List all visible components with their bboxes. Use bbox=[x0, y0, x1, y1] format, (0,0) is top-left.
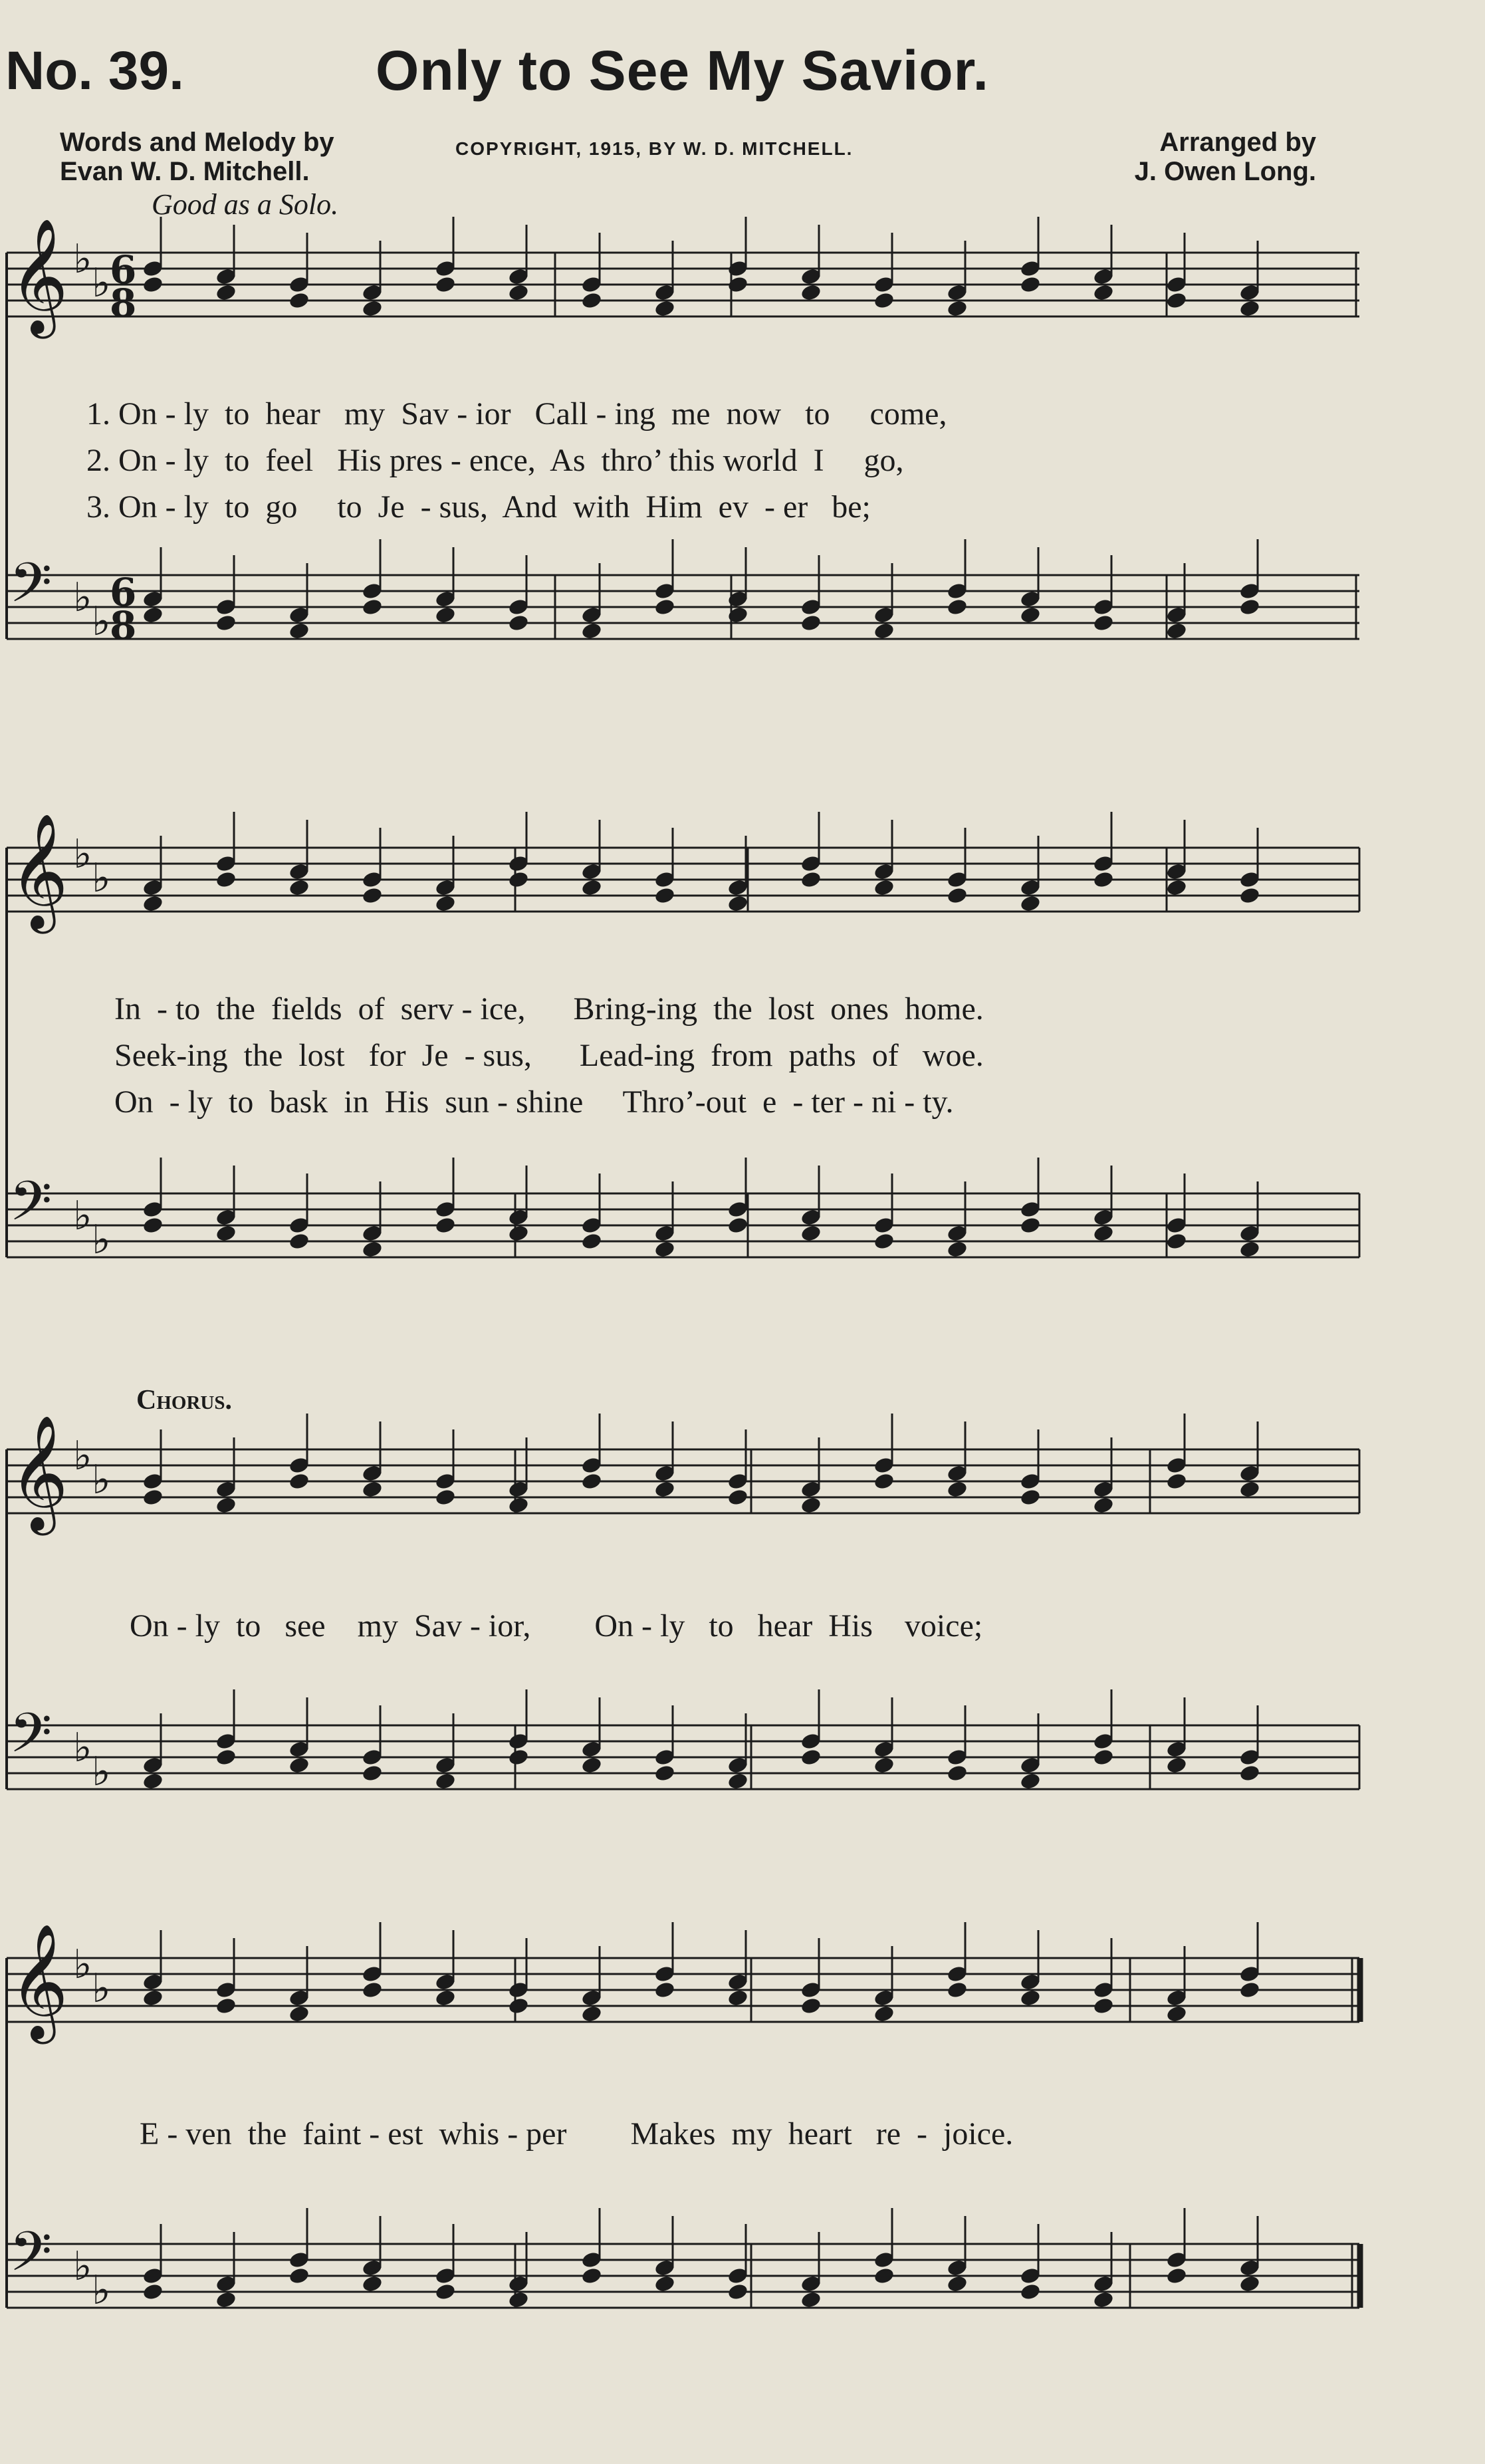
notehead bbox=[1238, 886, 1260, 905]
notehead bbox=[434, 606, 456, 624]
notehead bbox=[1165, 2267, 1187, 2285]
notehead bbox=[434, 1488, 456, 1507]
bass-clef-icon: 𝄢 bbox=[9, 1169, 53, 1247]
notehead bbox=[288, 622, 310, 640]
notehead bbox=[507, 1496, 529, 1515]
time-signature-numerator: 6 bbox=[110, 570, 137, 615]
notehead bbox=[946, 299, 968, 318]
treble-clef-icon: 𝄞 bbox=[9, 218, 68, 334]
notehead bbox=[288, 1232, 310, 1251]
notehead bbox=[727, 894, 748, 913]
notehead bbox=[800, 870, 822, 889]
notehead bbox=[946, 2275, 968, 2293]
lyric-verse-1-line-2: In - to the fields of serv - ice, Bring-ing the lost ones home. bbox=[114, 991, 984, 1027]
notehead bbox=[1019, 894, 1041, 913]
notehead bbox=[873, 2005, 895, 2023]
notehead bbox=[800, 614, 822, 632]
flat-icon: ♭ bbox=[92, 2267, 111, 2314]
notehead bbox=[873, 878, 895, 897]
notehead bbox=[1238, 1240, 1260, 1259]
notehead bbox=[215, 1496, 237, 1515]
notehead bbox=[873, 1232, 895, 1251]
notehead bbox=[142, 1989, 164, 2007]
flat-icon: ♭ bbox=[92, 1457, 111, 1503]
lyric-chorus-line-1: On - ly to see my Sav - ior, On - ly to hear His voice; bbox=[130, 1608, 983, 1644]
flat-icon: ♭ bbox=[73, 236, 92, 283]
notehead bbox=[727, 1488, 748, 1507]
notehead bbox=[142, 1772, 164, 1790]
lyric-verse-3-line-1: 3. On - ly to go to Je - sus, And with Him ev - er be; bbox=[86, 489, 871, 525]
notehead bbox=[215, 614, 237, 632]
flat-icon: ♭ bbox=[92, 260, 111, 307]
notehead bbox=[1238, 299, 1260, 318]
notehead bbox=[215, 1997, 237, 2015]
flat-icon: ♭ bbox=[73, 574, 92, 621]
notehead bbox=[653, 1480, 675, 1499]
notehead bbox=[215, 1748, 237, 1767]
flat-icon: ♭ bbox=[73, 831, 92, 878]
notehead bbox=[653, 299, 675, 318]
bass-clef-icon: 𝄢 bbox=[9, 1701, 53, 1779]
notehead bbox=[361, 886, 383, 905]
flat-icon: ♭ bbox=[73, 2243, 92, 2290]
bass-clef-icon: 𝄢 bbox=[9, 551, 53, 628]
notehead bbox=[1238, 1981, 1260, 1999]
notehead bbox=[580, 291, 602, 310]
notehead bbox=[1092, 2290, 1114, 2309]
notehead bbox=[1019, 1216, 1041, 1235]
notehead bbox=[800, 1997, 822, 2015]
notehead bbox=[215, 870, 237, 889]
notehead bbox=[507, 1748, 529, 1767]
notehead bbox=[361, 1240, 383, 1259]
time-signature-numerator: 6 bbox=[110, 247, 137, 293]
notehead bbox=[142, 606, 164, 624]
notehead bbox=[215, 1224, 237, 1243]
hymn-title: Only to See My Savior. bbox=[376, 39, 989, 102]
notehead bbox=[1092, 1224, 1114, 1243]
notehead bbox=[361, 2275, 383, 2293]
notehead bbox=[361, 1764, 383, 1783]
notehead bbox=[288, 291, 310, 310]
notehead bbox=[434, 1772, 456, 1790]
notehead bbox=[288, 1472, 310, 1491]
notehead bbox=[580, 1472, 602, 1491]
notehead bbox=[1019, 606, 1041, 624]
notehead bbox=[434, 2282, 456, 2301]
words-label: Words and Melody by bbox=[60, 128, 334, 157]
flat-icon: ♭ bbox=[92, 1965, 111, 2012]
flat-icon: ♭ bbox=[92, 1217, 111, 1263]
notehead bbox=[507, 1997, 529, 2015]
notehead bbox=[215, 2290, 237, 2309]
notehead bbox=[727, 2282, 748, 2301]
chorus-label: Chorus. bbox=[136, 1385, 232, 1416]
notehead bbox=[1238, 598, 1260, 616]
time-signature-denominator: 8 bbox=[110, 281, 137, 326]
notehead bbox=[727, 1216, 748, 1235]
flat-icon: ♭ bbox=[92, 855, 111, 902]
notehead bbox=[1165, 2005, 1187, 2023]
notehead bbox=[653, 1981, 675, 1999]
notehead bbox=[800, 1224, 822, 1243]
notehead bbox=[727, 1772, 748, 1790]
notehead bbox=[580, 622, 602, 640]
notehead bbox=[1092, 1997, 1114, 2015]
notehead bbox=[580, 2005, 602, 2023]
notehead bbox=[142, 2282, 164, 2301]
flat-icon: ♭ bbox=[73, 1725, 92, 1771]
notehead bbox=[1092, 614, 1114, 632]
lyric-verse-2-line-1: 2. On - ly to feel His pres - ence, As thro’ this world I go, bbox=[86, 443, 904, 478]
notehead bbox=[1165, 1232, 1187, 1251]
notehead bbox=[1165, 1756, 1187, 1775]
author-name: Evan W. D. Mitchell. bbox=[60, 157, 310, 186]
notehead bbox=[1019, 1772, 1041, 1790]
notehead bbox=[1019, 1488, 1041, 1507]
notehead bbox=[288, 2005, 310, 2023]
notehead bbox=[800, 1748, 822, 1767]
notehead bbox=[288, 1756, 310, 1775]
lyric-verse-2-line-2: Seek-ing the lost for Je - sus, Lead-ing from paths of woe. bbox=[114, 1038, 984, 1073]
notehead bbox=[873, 1756, 895, 1775]
notehead bbox=[434, 894, 456, 913]
notehead bbox=[142, 275, 164, 294]
notehead bbox=[1092, 1496, 1114, 1515]
notehead bbox=[580, 2267, 602, 2285]
notehead bbox=[873, 622, 895, 640]
notehead bbox=[507, 870, 529, 889]
notehead bbox=[653, 2275, 675, 2293]
notehead bbox=[1238, 2275, 1260, 2293]
notehead bbox=[653, 886, 675, 905]
flat-icon: ♭ bbox=[73, 1193, 92, 1239]
notehead bbox=[946, 1480, 968, 1499]
treble-clef-icon: 𝄞 bbox=[9, 1415, 68, 1531]
notehead bbox=[873, 1472, 895, 1491]
notehead bbox=[1238, 1764, 1260, 1783]
notehead bbox=[288, 2267, 310, 2285]
notehead bbox=[142, 894, 164, 913]
notehead bbox=[946, 598, 968, 616]
notehead bbox=[800, 1496, 822, 1515]
treble-clef-icon: 𝄞 bbox=[9, 813, 68, 929]
notehead bbox=[727, 275, 748, 294]
notehead bbox=[1019, 2282, 1041, 2301]
notehead bbox=[727, 1989, 748, 2007]
flat-icon: ♭ bbox=[92, 598, 111, 645]
treble-clef-icon: 𝄞 bbox=[9, 1923, 68, 2039]
notehead bbox=[873, 2267, 895, 2285]
notehead bbox=[215, 283, 237, 302]
notehead bbox=[1092, 283, 1114, 302]
notehead bbox=[580, 1756, 602, 1775]
notehead bbox=[800, 283, 822, 302]
notehead bbox=[653, 1764, 675, 1783]
notehead bbox=[1238, 1480, 1260, 1499]
notehead bbox=[361, 1480, 383, 1499]
notehead bbox=[288, 878, 310, 897]
notehead bbox=[653, 1240, 675, 1259]
flat-icon: ♭ bbox=[92, 1749, 111, 1795]
notehead bbox=[434, 275, 456, 294]
lyric-verse-3-line-2: On - ly to bask in His sun - shine Thro’-out e - ter - ni - ty. bbox=[114, 1084, 954, 1120]
notehead bbox=[1092, 870, 1114, 889]
notehead bbox=[142, 1216, 164, 1235]
notehead bbox=[580, 878, 602, 897]
notehead bbox=[142, 1488, 164, 1507]
lyric-chorus-line-2: E - ven the faint - est whis - per Makes my heart re - joice. bbox=[140, 2116, 1014, 2152]
notehead bbox=[1165, 878, 1187, 897]
notehead bbox=[507, 283, 529, 302]
notehead bbox=[1165, 291, 1187, 310]
flat-icon: ♭ bbox=[73, 1433, 92, 1479]
notehead bbox=[1165, 622, 1187, 640]
notehead bbox=[507, 2290, 529, 2309]
notehead bbox=[361, 1981, 383, 1999]
notehead bbox=[1019, 275, 1041, 294]
notehead bbox=[946, 1240, 968, 1259]
notehead bbox=[507, 614, 529, 632]
notehead bbox=[653, 598, 675, 616]
time-signature-denominator: 8 bbox=[110, 603, 137, 648]
notehead bbox=[727, 606, 748, 624]
notehead bbox=[1019, 1989, 1041, 2007]
copyright-notice: COPYRIGHT, 1915, BY W. D. MITCHELL. bbox=[455, 138, 854, 159]
notehead bbox=[946, 1981, 968, 1999]
notehead bbox=[434, 1216, 456, 1235]
notehead bbox=[946, 886, 968, 905]
bass-clef-icon: 𝄢 bbox=[9, 2219, 53, 2297]
notehead bbox=[1165, 1472, 1187, 1491]
flat-icon: ♭ bbox=[73, 1941, 92, 1988]
notehead bbox=[580, 1232, 602, 1251]
notehead bbox=[946, 1764, 968, 1783]
notehead bbox=[1092, 1748, 1114, 1767]
tempo-marking: Good as a Solo. bbox=[152, 188, 339, 221]
arranger-label: Arranged by bbox=[1159, 128, 1316, 157]
notehead bbox=[361, 598, 383, 616]
notehead bbox=[507, 1224, 529, 1243]
notehead bbox=[361, 299, 383, 318]
arranger-name: J. Owen Long. bbox=[1134, 157, 1316, 186]
lyric-verse-1-line-1: 1. On - ly to hear my Sav - ior Call - ing me now to come, bbox=[86, 396, 947, 431]
notehead bbox=[434, 1989, 456, 2007]
notehead bbox=[873, 291, 895, 310]
notehead bbox=[800, 2290, 822, 2309]
hymn-number: No. 39. bbox=[5, 41, 184, 101]
